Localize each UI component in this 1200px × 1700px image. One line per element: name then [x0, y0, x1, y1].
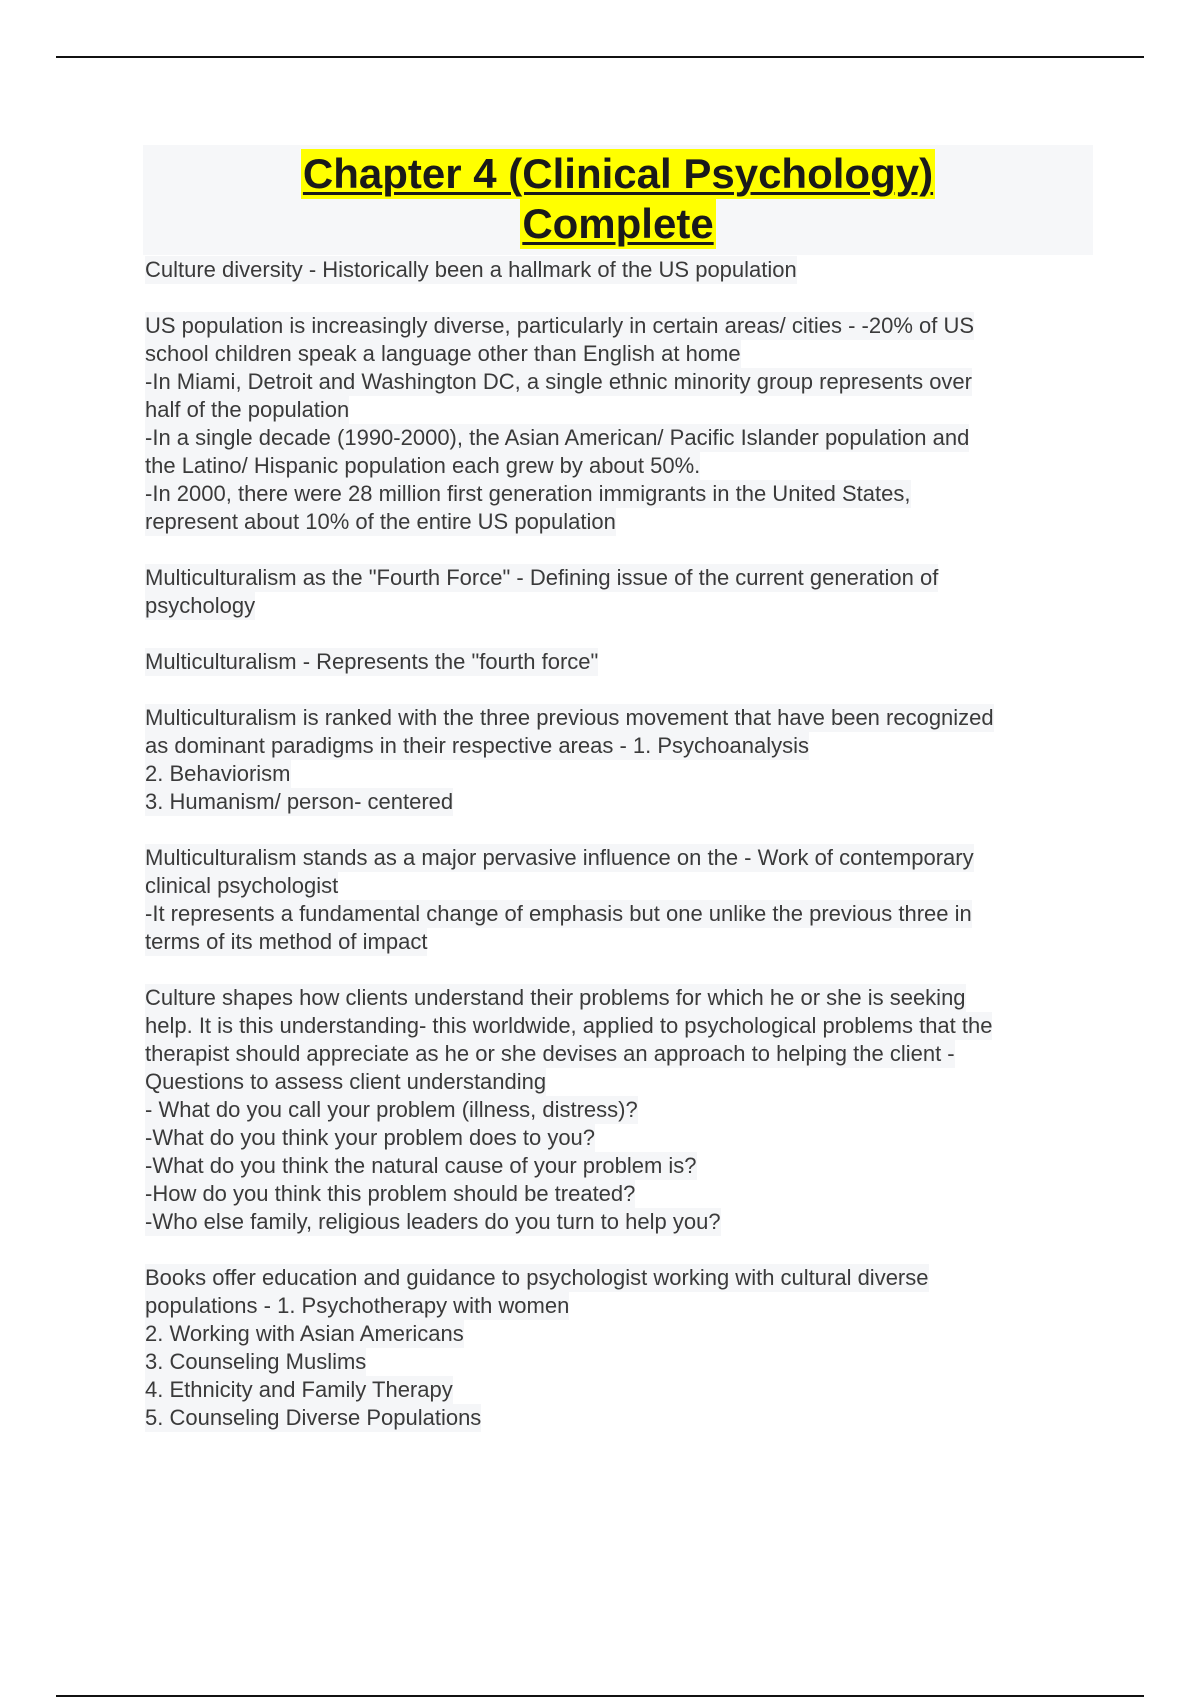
text-line: -How do you think this problem should be treated?	[145, 1181, 636, 1206]
paragraph	[145, 844, 1090, 956]
text-line: Multiculturalism as the "Fourth Force" - Defining issue of the current generation of	[145, 565, 939, 590]
text-line: 4. Ethnicity and Family Therapy	[145, 1377, 453, 1402]
text-line: clinical psychologist	[145, 873, 339, 898]
text-line: represent about 10% of the entire US population	[145, 509, 616, 534]
paragraph	[145, 648, 1090, 676]
text-line: 2. Working with Asian Americans	[145, 1321, 464, 1346]
text-line: Culture shapes how clients understand their problems for which he or she is seeking	[145, 985, 966, 1010]
text-line: school children speak a language other than English at home	[145, 341, 741, 366]
text-line: US population is increasingly diverse, particularly in certain areas/ cities - -20% of US	[145, 313, 975, 338]
text-line: the Latino/ Hispanic population each grew by about 50%.	[145, 453, 701, 478]
text-line: Questions to assess client understanding	[145, 1069, 547, 1094]
text-line: populations - 1. Psychotherapy with women	[145, 1293, 570, 1318]
paragraph	[145, 704, 1090, 816]
document-body	[145, 256, 1090, 1460]
text-line: -What do you think the natural cause of your problem is?	[145, 1153, 697, 1178]
page-title-line-1: Chapter 4 (Clinical Psychology)	[302, 150, 934, 197]
text-line: Multiculturalism - Represents the "fourth force"	[145, 649, 599, 674]
text-line: -In 2000, there were 28 million first generation immigrants in the United States,	[145, 481, 911, 506]
page-title-line-2: Complete	[522, 200, 714, 247]
text-line: Multiculturalism is ranked with the three previous movement that have been recognized	[145, 705, 994, 730]
paragraph	[145, 1264, 1090, 1432]
paragraph	[145, 256, 1090, 284]
text-line: half of the population	[145, 397, 350, 422]
text-line: Multiculturalism stands as a major pervasive influence on the - Work of contemporary	[145, 845, 974, 870]
paragraph	[145, 312, 1090, 536]
paragraph	[145, 564, 1090, 620]
text-line: -What do you think your problem does to you?	[145, 1125, 596, 1150]
text-line: - What do you call your problem (illness, distress)?	[145, 1097, 638, 1122]
top-rule	[56, 56, 1144, 58]
text-line: 3. Counseling Muslims	[145, 1349, 367, 1374]
text-line: help. It is this understanding- this worldwide, applied to psychological problems that the	[145, 1013, 993, 1038]
text-line: 2. Behaviorism	[145, 761, 291, 786]
text-line: 5. Counseling Diverse Populations	[145, 1405, 482, 1430]
text-line: -In a single decade (1990-2000), the Asian American/ Pacific Islander population and	[145, 425, 970, 450]
text-line: as dominant paradigms in their respective areas - 1. Psychoanalysis	[145, 733, 809, 758]
text-line: -Who else family, religious leaders do you turn to help you?	[145, 1209, 721, 1234]
text-line: Culture diversity - Historically been a hallmark of the US population	[145, 257, 797, 282]
text-line: 3. Humanism/ person- centered	[145, 789, 454, 814]
paragraph	[145, 984, 1090, 1236]
text-line: -It represents a fundamental change of emphasis but one unlike the previous three in	[145, 901, 972, 926]
text-line: psychology	[145, 593, 256, 618]
bottom-rule	[56, 1695, 1144, 1697]
text-line: -In Miami, Detroit and Washington DC, a single ethnic minority group represents over	[145, 369, 972, 394]
title-block	[143, 145, 1093, 255]
text-line: terms of its method of impact	[145, 929, 428, 954]
text-line: therapist should appreciate as he or she devises an approach to helping the client -	[145, 1041, 955, 1066]
text-line: Books offer education and guidance to psychologist working with cultural diverse	[145, 1265, 929, 1290]
